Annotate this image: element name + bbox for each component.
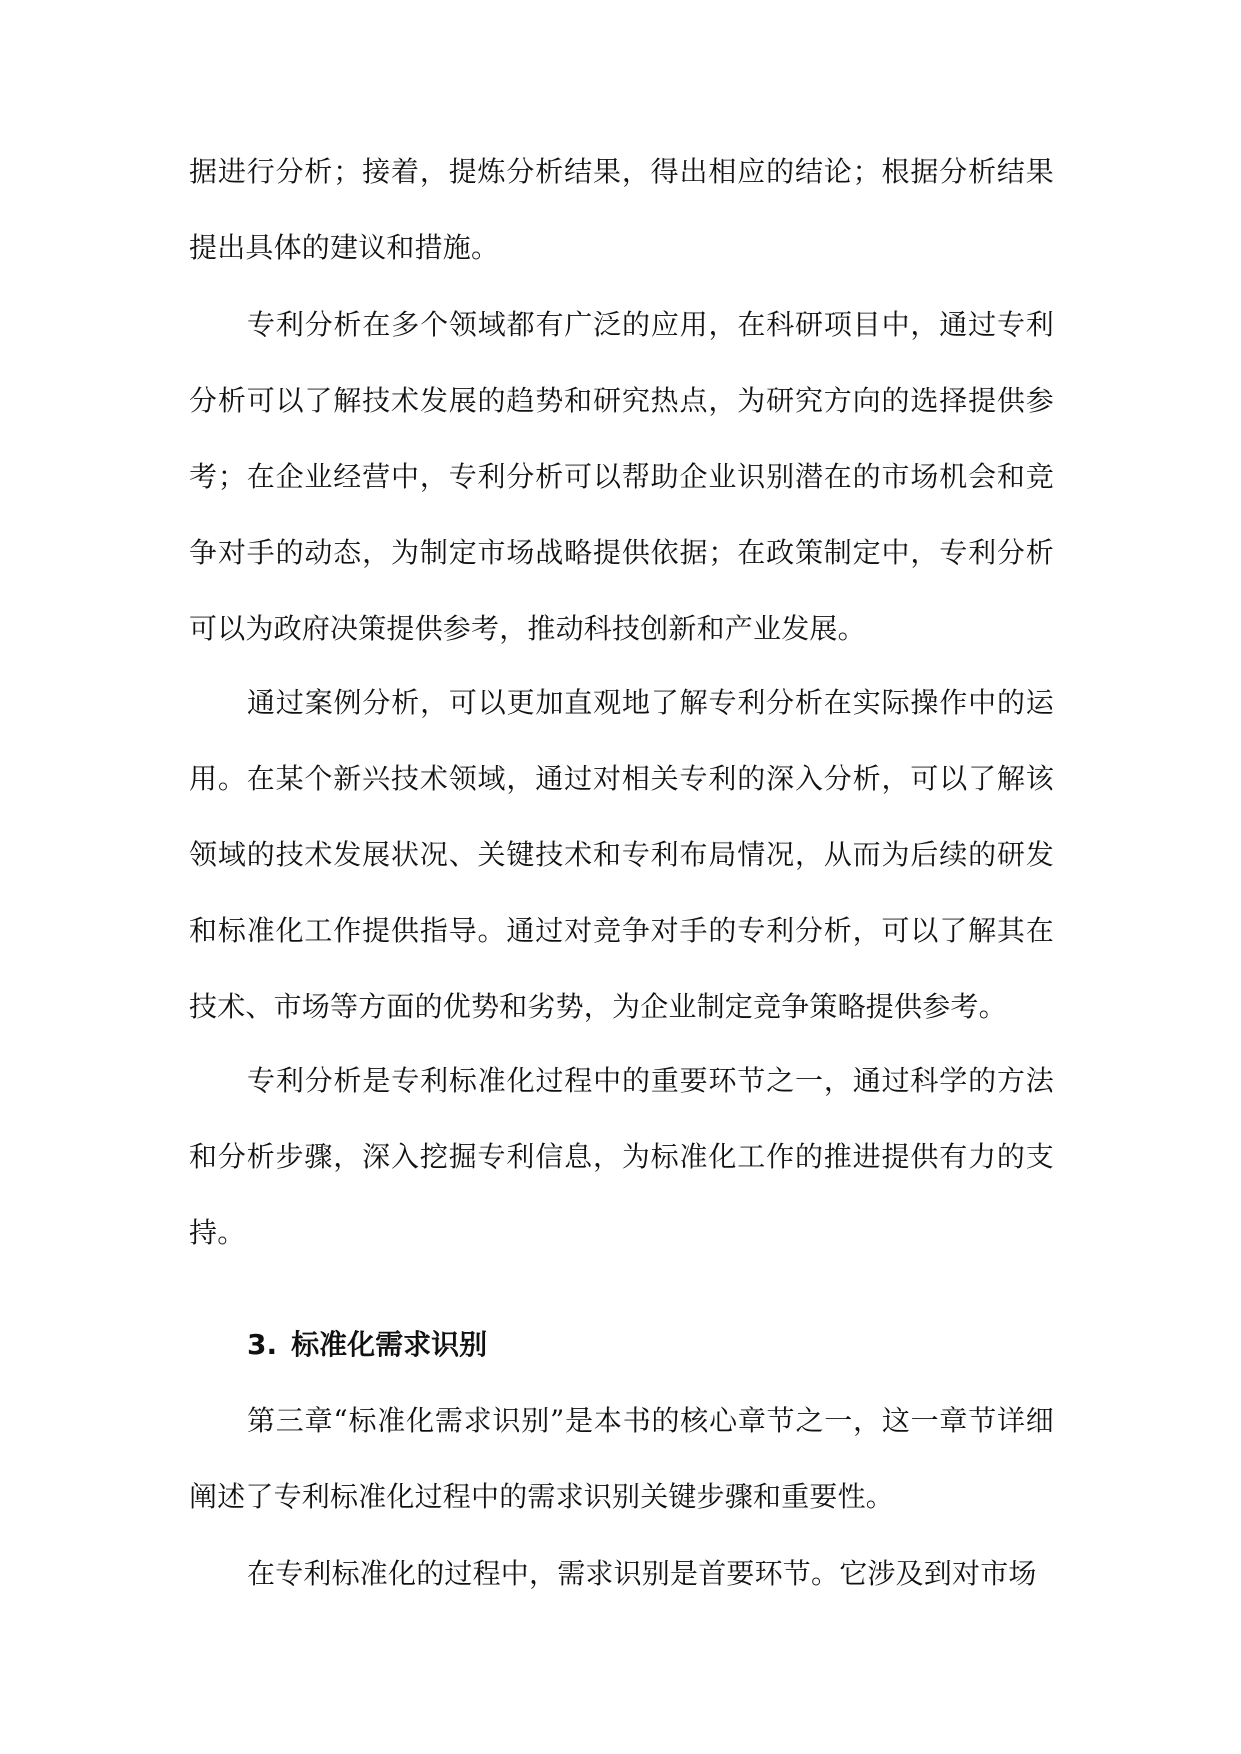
section-title: 标准化需求识别: [291, 1328, 488, 1361]
paragraph-summary: 专利分析是专利标准化过程中的重要环节之一，通过科学的方法和分析步骤，深入挖掘专利信息，为标准化工作的推进提供有力的支持。: [189, 1064, 1054, 1249]
section-number: 3.: [247, 1328, 278, 1361]
section-heading: [247, 1307, 487, 1383]
paragraph-chapter-intro: 第三章“标准化需求识别”是本书的核心章节之一，这一章节详细阐述了专利标准化过程中的需求识别关键步骤和重要性。: [189, 1404, 1054, 1513]
paragraph-case-analysis: 通过案例分析，可以更加直观地了解专利分析在实际操作中的运用。在某个新兴技术领域，通过对相关专利的深入分析，可以了解该领域的技术发展状况、关键技术和专利布局情况，从而为后续的研发和标准化工作提供指导。通过对竞争对手的专利分析，可以了解其在技术、市场等方面的优势和劣势，为企业制定竞争策略提供参考。: [189, 686, 1054, 1023]
paragraph-demand-identification: 在专利标准化的过程中，需求识别是首要环节。它涉及到对市场: [247, 1557, 1037, 1590]
paragraph-analysis-steps: 据进行分析；接着，提炼分析结果，得出相应的结论；根据分析结果提出具体的建议和措施。: [189, 155, 1054, 264]
paragraph-applications: 专利分析在多个领域都有广泛的应用，在科研项目中，通过专利分析可以了解技术发展的趋势和研究热点，为研究方向的选择提供参考；在企业经营中，专利分析可以帮助企业识别潜在的市场机会和竞争对手的动态，为制定市场战略提供依据；在政策制定中，专利分析可以为政府决策提供参考，推动科技创新和产业发展。: [189, 308, 1054, 645]
